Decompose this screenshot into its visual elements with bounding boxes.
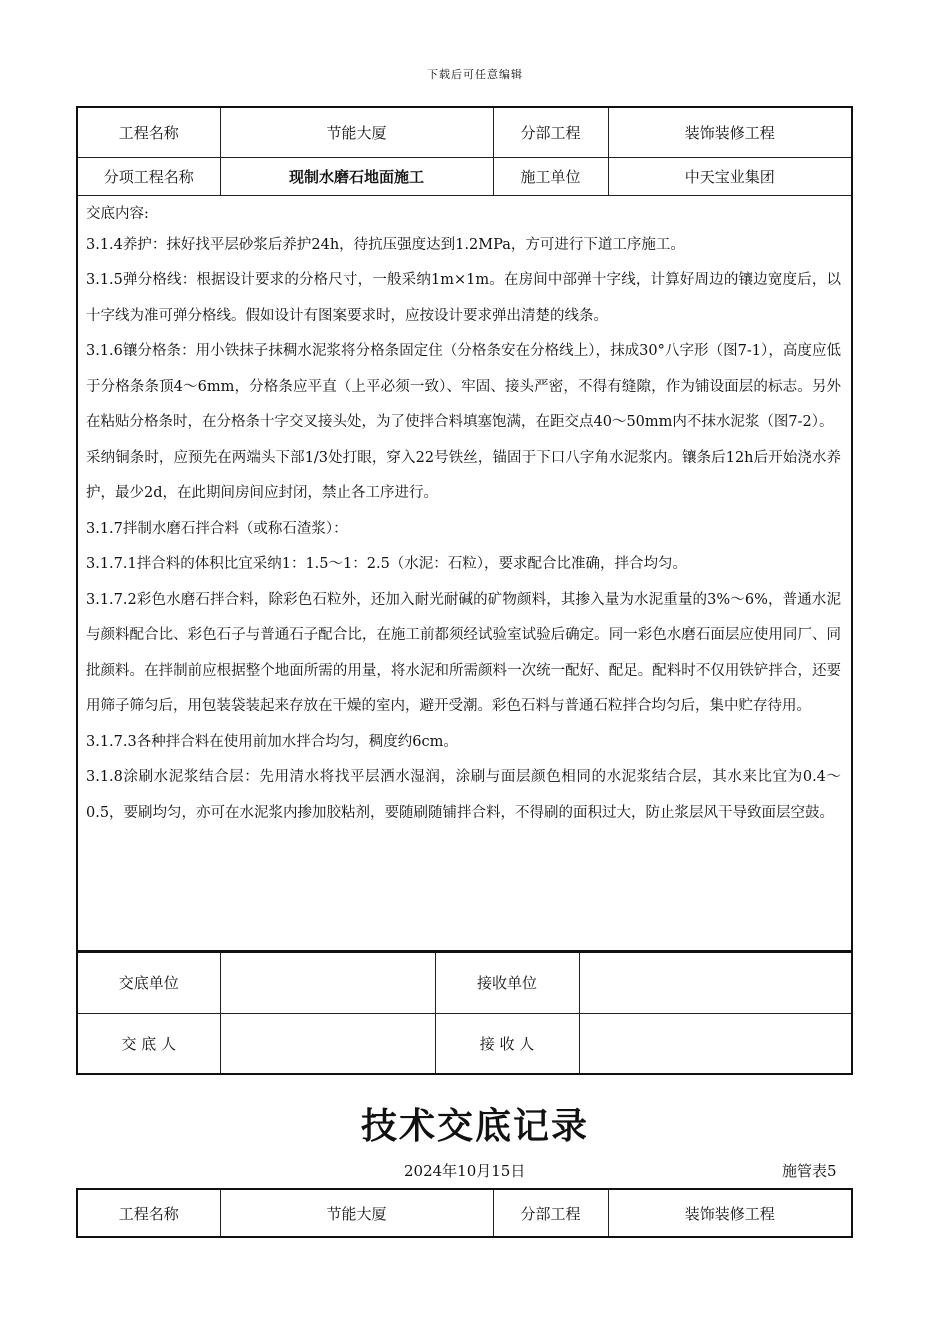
paragraph-bonding-layer: 3.1.8涂刷水泥浆结合层：先用清水将找平层洒水湿润，涂刷与面层颜色相同的水泥浆结合层，其水来比宜为0.4～0.5，要刷均匀，亦可在水泥浆内掺加胶粘剂，要随刷随铺拌合料，不得刷的面积过大，防止浆层风干导致面层空鼓。 [86, 769, 841, 821]
paragraph-mix-ratio: 3.1.7.1拌合料的体积比宜采纳1：1.5～1：2.5（水泥：石粒），要求配合比准确，拌合均匀。 [86, 556, 688, 572]
project-name-label-2: 工程名称 [77, 1189, 220, 1237]
signoff-table [76, 951, 853, 1075]
subitem-value: 现制水磨石地面施工 [220, 157, 493, 195]
division-label: 分部工程 [493, 107, 608, 157]
paragraph-color-mix: 3.1.7.2彩色水磨石拌合料，除彩色石粒外，还加入耐光耐碱的矿物颜料，其掺入量为水泥重量的3%～6%，普通水泥与颜料配合比、彩色石子与普通石子配合比，在施工前都须经试验室试验后确定。同一彩色水磨石面层应使用同厂、同批颜料。在拌制前应根据整个地面所需的用量，将水泥和所需颜料一次统一配好、配足。配料时不仅用铁铲拌合，还要用筛子筛匀后，用包装袋装起来存放在干燥的室内，避开受潮。彩色石料与普通石粒拌合均匀后，集中贮存待用。 [86, 591, 841, 714]
paragraph-grid-lines: 3.1.5弹分格线：根据设计要求的分格尺寸，一般采纳1m×1m。在房间中部弹十字线，计算好周边的镶边宽度后，以十字线为准可弹分格线。假如设计有图案要求时，应按设计要求弹出清楚的线条。 [86, 272, 841, 324]
contractor-value: 中天宝业集团 [608, 157, 852, 195]
record-date: 2024年10月15日 [404, 1162, 526, 1180]
division-label-2: 分部工程 [493, 1189, 608, 1237]
paragraph-mix-heading: 3.1.7拌制水磨石拌合料（或称石渣浆）： [86, 520, 348, 537]
page-title: 技术交底记录 [360, 1106, 589, 1147]
paragraph-copper-strips: 采纳铜条时，应预先在两端头下部1/3处打眼，穿入22号铁丝，锚固于下口八字角水泥浆内。镶条后12h后开始浇水养护，最少2d，在此期间房间应封闭，禁止各工序进行。 [86, 449, 841, 501]
project-name-label: 工程名称 [77, 107, 220, 157]
project-name-value: 节能大厦 [220, 107, 493, 157]
disclosure-content [77, 195, 852, 951]
header-note: 下载后可任意编辑 [427, 68, 523, 81]
next-page-info-table [76, 1188, 853, 1238]
contractor-label: 施工单位 [493, 157, 608, 195]
paragraph-curing: 3.1.4养护：抹好找平层砂浆后养护24h，待抗压强度达到1.2MPa，方可进行下道工序施工。 [86, 236, 685, 253]
issuer-label: 交 底 人 [77, 1013, 220, 1074]
division-value: 装饰装修工程 [608, 107, 852, 157]
receiver-label: 接 收 人 [435, 1013, 579, 1074]
issuer-field[interactable] [220, 1013, 435, 1074]
receiver-unit-field[interactable] [579, 952, 852, 1013]
content-label: 交底内容: [86, 205, 149, 222]
receiver-unit-label: 接收单位 [435, 952, 579, 1013]
receiver-field[interactable] [579, 1013, 852, 1074]
subitem-label: 分项工程名称 [77, 157, 220, 195]
issuer-unit-field[interactable] [220, 952, 435, 1013]
issuer-unit-label: 交底单位 [77, 952, 220, 1013]
paragraph-divider-strips: 3.1.6镶分格条：用小铁抹子抹稠水泥浆将分格条固定住（分格条安在分格线上），抹成30°八字形（图7-1），高度应低于分格条条顶4～6mm，分格条应平直（上平必须一致）、牢固、接头严密，不得有缝隙，作为铺设面层的标志。另外在粘贴分格条时，在分格条十字交叉接头处，为了使拌合料填塞饱满，在距交点40～50mm内不抹水泥浆（图7-2）。 [86, 343, 841, 430]
paragraph-consistency: 3.1.7.3各种拌合料在使用前加水拌合均匀，稠度约6cm。 [86, 733, 458, 750]
disclosure-table [76, 106, 853, 952]
form-number: 施管表5 [782, 1162, 837, 1180]
project-name-value-2: 节能大厦 [220, 1189, 493, 1237]
division-value-2: 装饰装修工程 [608, 1189, 852, 1237]
